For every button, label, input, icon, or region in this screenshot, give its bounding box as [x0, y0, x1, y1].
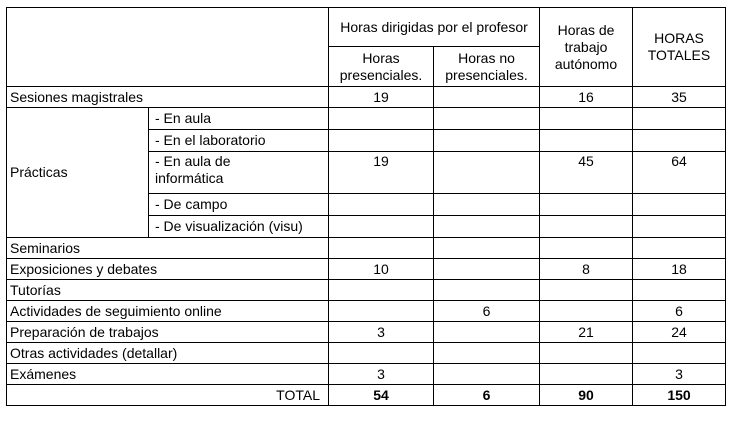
table-row	[7, 301, 726, 322]
cell-presenciales	[329, 108, 434, 130]
cell-presenciales	[329, 301, 434, 322]
cell-no-presenciales	[434, 87, 540, 108]
cell-totales: 3	[633, 364, 726, 385]
cell-no-presenciales	[434, 130, 540, 152]
sub-row-label: - En aula	[149, 108, 329, 130]
total-presenciales: 54	[329, 385, 434, 406]
row-label: Preparación de trabajos	[7, 322, 329, 343]
table-row	[7, 280, 726, 301]
cell-totales	[633, 194, 726, 216]
cell-totales: 24	[633, 322, 726, 343]
total-label: TOTAL	[7, 385, 329, 406]
cell-no-presenciales	[434, 238, 540, 259]
cell-autonomo	[540, 108, 633, 130]
sub-row-label: - De visualización (visu)	[149, 216, 329, 238]
row-label: Exámenes	[7, 364, 329, 385]
cell-autonomo	[540, 343, 633, 364]
cell-no-presenciales	[434, 108, 540, 130]
header-empty-cell	[7, 8, 329, 87]
cell-autonomo: 8	[540, 259, 633, 280]
cell-totales	[633, 216, 726, 238]
cell-totales: 35	[633, 87, 726, 108]
total-no-presenciales: 6	[434, 385, 540, 406]
cell-autonomo	[540, 238, 633, 259]
cell-no-presenciales	[434, 152, 540, 194]
cell-presenciales: 10	[329, 259, 434, 280]
cell-presenciales	[329, 194, 434, 216]
cell-presenciales: 3	[329, 364, 434, 385]
cell-totales	[633, 108, 726, 130]
hours-table	[6, 7, 726, 406]
cell-presenciales	[329, 216, 434, 238]
header-totales-cell: HORAS TOTALES	[633, 8, 726, 87]
cell-no-presenciales	[434, 194, 540, 216]
table-row	[7, 343, 726, 364]
cell-autonomo	[540, 301, 633, 322]
row-label: Actividades de seguimiento online	[7, 301, 329, 322]
cell-presenciales	[329, 280, 434, 301]
cell-autonomo: 16	[540, 87, 633, 108]
header-autonomo-cell: Horas de trabajo autónomo	[540, 8, 633, 87]
cell-no-presenciales	[434, 322, 540, 343]
cell-autonomo	[540, 130, 633, 152]
header-no-presenciales-cell: Horas no presenciales.	[434, 47, 540, 87]
cell-no-presenciales	[434, 216, 540, 238]
cell-totales	[633, 238, 726, 259]
row-label: Exposiciones y debates	[7, 259, 329, 280]
cell-presenciales	[329, 238, 434, 259]
cell-autonomo: 21	[540, 322, 633, 343]
cell-presenciales: 3	[329, 322, 434, 343]
sub-row-label: - En aula de informática	[149, 152, 329, 194]
cell-totales: 18	[633, 259, 726, 280]
cell-presenciales	[329, 130, 434, 152]
cell-autonomo	[540, 194, 633, 216]
table-row	[7, 322, 726, 343]
table-row	[7, 238, 726, 259]
total-row	[7, 385, 726, 406]
cell-totales	[633, 130, 726, 152]
cell-presenciales	[329, 343, 434, 364]
sub-row-label: - En el laboratorio	[149, 130, 329, 152]
table-row	[7, 259, 726, 280]
row-label: Tutorías	[7, 280, 329, 301]
cell-totales	[633, 343, 726, 364]
row-label: Sesiones magistrales	[7, 87, 329, 108]
cell-autonomo: 45	[540, 152, 633, 194]
total-totales: 150	[633, 385, 726, 406]
cell-no-presenciales	[434, 259, 540, 280]
table-row	[7, 364, 726, 385]
cell-autonomo	[540, 280, 633, 301]
cell-presenciales: 19	[329, 87, 434, 108]
cell-no-presenciales	[434, 280, 540, 301]
cell-no-presenciales	[434, 364, 540, 385]
total-autonomo: 90	[540, 385, 633, 406]
sub-row-label: - De campo	[149, 194, 329, 216]
header-group-cell: Horas dirigidas por el profesor	[329, 8, 540, 47]
row-label: Otras actividades (detallar)	[7, 343, 329, 364]
table-row	[7, 108, 726, 130]
cell-totales: 64	[633, 152, 726, 194]
row-label: Seminarios	[7, 238, 329, 259]
row-label-practicas: Prácticas	[7, 108, 149, 238]
cell-no-presenciales: 6	[434, 301, 540, 322]
cell-presenciales: 19	[329, 152, 434, 194]
cell-no-presenciales	[434, 343, 540, 364]
cell-autonomo	[540, 216, 633, 238]
cell-totales: 6	[633, 301, 726, 322]
cell-autonomo	[540, 364, 633, 385]
table-row	[7, 87, 726, 108]
cell-totales	[633, 280, 726, 301]
header-presenciales-cell: Horas presenciales.	[329, 47, 434, 87]
header-row-top	[7, 8, 726, 47]
